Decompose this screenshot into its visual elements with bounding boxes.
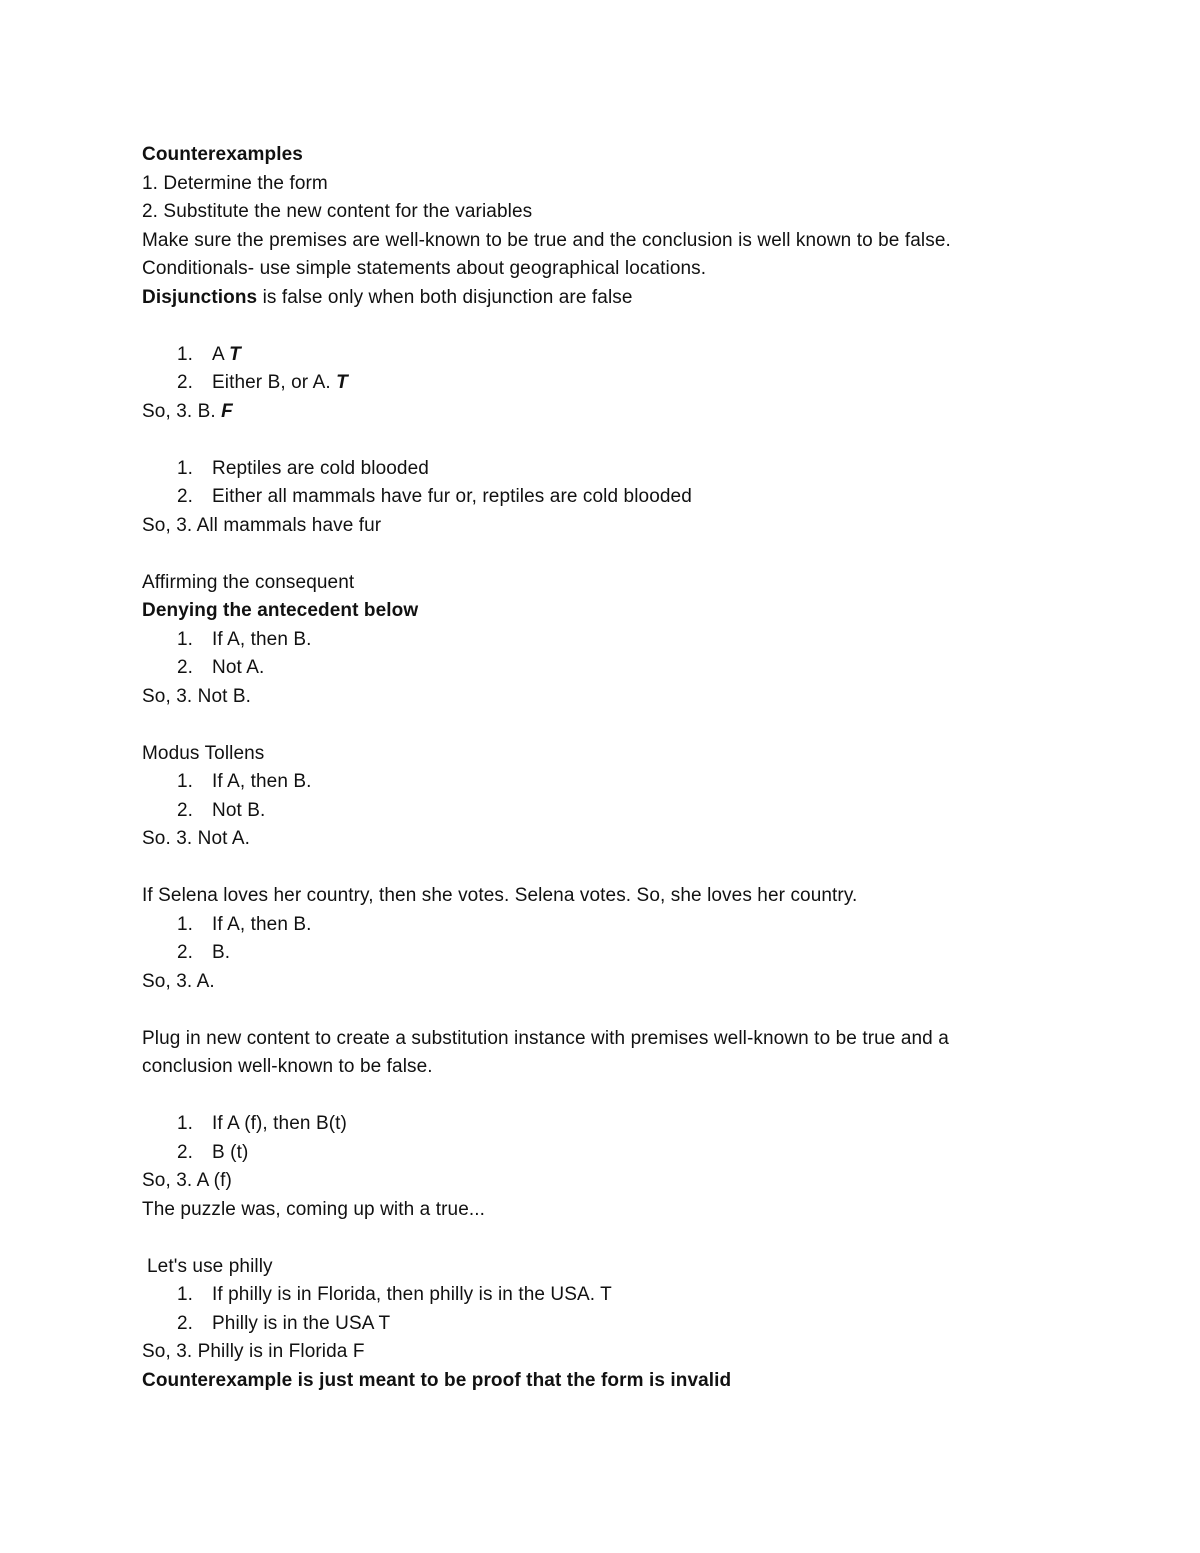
disjunctions-term: Disjunctions [142,286,258,308]
item-number: 2. [177,657,194,678]
item-text [212,369,348,398]
spacer [142,996,1102,1025]
disjunctions-desc: is false only when both disjunction are false [257,286,633,308]
conclusion: So, 3. All mammals have fur [142,514,382,536]
conclusion: So, 3. A (f) [142,1170,232,1191]
spacer [142,1082,1102,1111]
doc-title: Counterexamples [142,144,303,165]
item-text: If A, then B. [212,771,312,792]
disjunctions-note [142,284,1102,313]
spacer [142,1224,1102,1253]
item-text: If A, then B. [212,628,312,650]
document-body [142,141,1102,1395]
conclusion-text: So, 3. B. [142,400,222,422]
item-text: If philly is in Florida, then philly is in the USA. T [212,1284,612,1305]
list-item [142,797,1102,826]
item-number: 2. [177,1141,194,1163]
list-item [142,768,1102,797]
item-text: B (t) [212,1141,249,1163]
list-item [142,341,1102,370]
spacer [142,426,1102,455]
closing-statement: Counterexample is just meant to be proof that the form is invalid [142,1369,732,1391]
list-item [142,654,1102,683]
conditionals-note: Conditionals- use simple statements about geographical locations. [142,258,707,279]
item-text: B. [212,942,231,963]
spacer [142,540,1102,569]
spacer [142,312,1102,341]
item-number: 1. [177,343,194,365]
item-number: 1. [177,1284,194,1305]
list-item [142,1281,1102,1310]
item-text: Philly is in the USA T [212,1312,391,1334]
conclusion: So. 3. Not A. [142,828,250,849]
list-item [142,483,1102,512]
modus-heading: Modus Tollens [142,742,265,764]
item-text: Reptiles are cold blooded [212,457,429,479]
item-number: 2. [177,1312,194,1334]
truth-value: T [229,343,241,365]
list-item [142,1110,1102,1139]
item-number: 2. [177,799,194,821]
item-number: 2. [177,486,194,507]
philly-intro: Let's use philly [147,1255,273,1277]
item-text: If A, then B. [212,913,312,935]
step-2: 2. Substitute the new content for the variables [142,201,533,222]
plug-in-note-line2: conclusion well-known to be false. [142,1056,433,1077]
list-item [142,626,1102,655]
plug-in-note-line1: Plug in new content to create a substitution instance with premises well-known to be true and a [142,1027,949,1049]
truth-value: T [336,372,348,393]
affirming-heading: Affirming the consequent [142,571,355,593]
spacer [142,854,1102,883]
item-text: Not B. [212,799,266,821]
list-item [142,455,1102,484]
conclusion: So, 3. A. [142,970,215,992]
list-item [142,1310,1102,1339]
list-item [142,1139,1102,1168]
item-number: 1. [177,771,194,792]
item-number: 1. [177,913,194,935]
item-text: If A (f), then B(t) [212,1113,347,1134]
list-item [142,911,1102,940]
item-number: 1. [177,628,194,650]
item-text [212,341,241,370]
denying-heading: Denying the antecedent below [142,600,419,621]
item-text: Not A. [212,657,265,678]
item-text: Either all mammals have fur or, reptiles are cold blooded [212,486,692,507]
conclusion: So, 3. Not B. [142,685,252,707]
conclusion: So, 3. Philly is in Florida F [142,1341,365,1362]
puzzle-note: The puzzle was, coming up with a true... [142,1198,485,1220]
item-number: 2. [177,372,194,393]
spacer [142,711,1102,740]
list-item [142,939,1102,968]
selena-example: If Selena loves her country, then she votes. Selena votes. So, she loves her country. [142,885,858,906]
premise-text: A [212,343,230,365]
conclusion [142,398,1102,427]
premise-text: Either B, or A. [212,372,337,393]
item-number: 1. [177,457,194,479]
step-1: 1. Determine the form [142,172,328,194]
item-number: 1. [177,1113,194,1134]
item-number: 2. [177,942,194,963]
list-item [142,369,1102,398]
truth-value: F [221,400,233,422]
make-sure-note: Make sure the premises are well-known to be true and the conclusion is well known to be false. [142,229,951,251]
